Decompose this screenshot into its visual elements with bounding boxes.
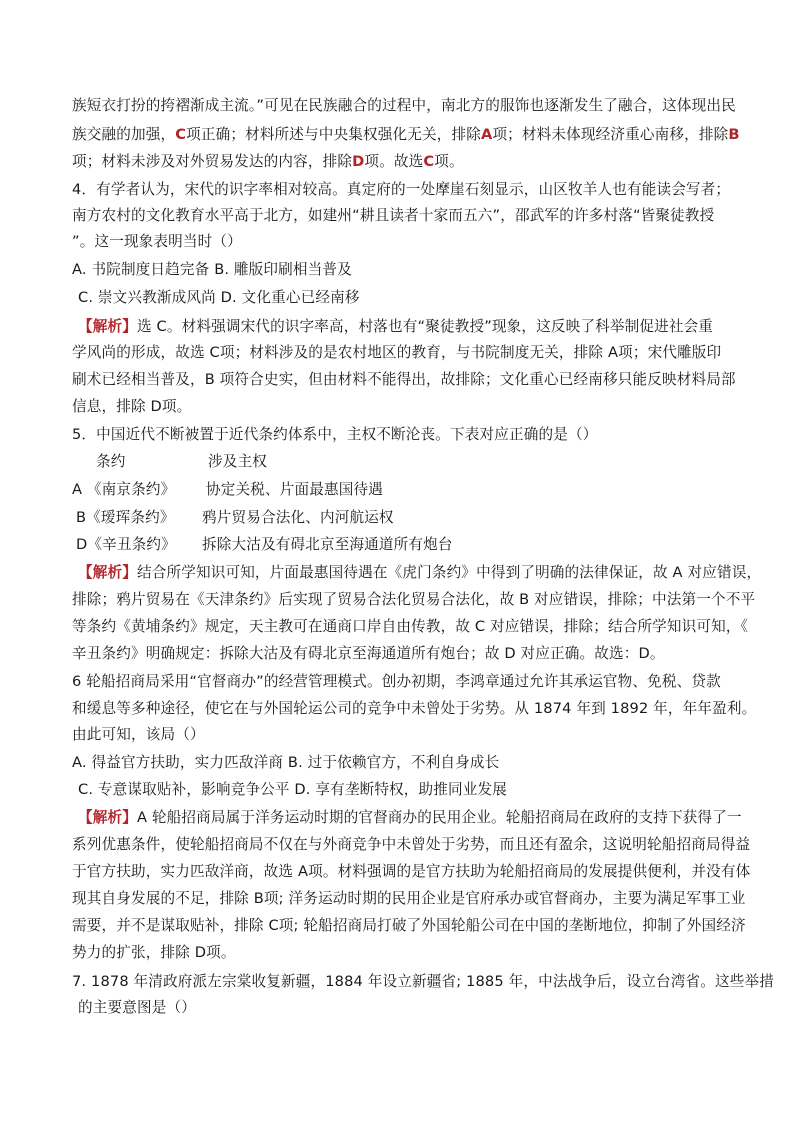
answer-letter: C (423, 153, 435, 170)
analysis-6: 势力的扩张，排除 D项。 (72, 944, 236, 961)
text-span: 项。 (434, 153, 464, 170)
text-span: 结合所学知识可知，片面最惠国待遇在《虎门条约》中得到了明确的法律保证，故 A 对应错误， (136, 564, 762, 581)
analysis-4 (78, 317, 713, 337)
question-7-stem: 的主要意图是（） (78, 999, 196, 1016)
answer-letter: D (352, 153, 365, 170)
text-line (72, 152, 464, 172)
table-cell: D《辛丑条约》 (76, 536, 176, 553)
analysis-6: 现其自身发展的不足，排除 B项; 洋务运动时期的民用企业是官府承办或官督商办，主要为满足军事工业 (72, 890, 746, 907)
analysis-6: 于官方扶助，实力匹敌洋商，故选 A项。材料强调的是官方扶助为轮船招商局的发展提供便利，并没有体 (72, 863, 751, 880)
question-4-options: A. 书院制度日趋完备 B. 雕版印刷相当普及 (72, 261, 352, 278)
question-6-options: A. 得益官方扶助，实力匹敌洋商 B. 过于依赖官方，不利自身成长 (72, 754, 500, 771)
table-cell: 协定关税、片面最惠国待遇 (206, 481, 383, 498)
text-span: 项；材料未涉及对外贸易发达的内容，排除 (72, 153, 353, 170)
analysis-6: 系列优惠条件，使轮船招商局不仅在与外商竞争中未曾处于劣势，而且还有盈余，这说明轮船招商局得益 (72, 836, 751, 853)
analysis-label: 【解析】 (78, 564, 137, 581)
text-span: A 轮船招商局属于洋务运动时期的官督商办的民用企业。轮船招商局在政府的支持下获得了一 (136, 809, 742, 826)
analysis-4: 刷术已经相当普及，B 项符合史实，但由材料不能得出，故排除；文化重心已经南移只能反映材料局部 (72, 371, 736, 388)
text-span: 项正确；材料所述与中央集权强化无关，排除 (186, 126, 481, 143)
text-line (72, 125, 740, 145)
table-cell: 鸦片贸易合法化、内河航运权 (202, 509, 394, 526)
analysis-5: 等条约《黄埔条约》规定，天主教可在通商口岸自由传教，故 C 对应错误，排除；结合所学知识可知，《 (72, 618, 749, 635)
analysis-5: 排除；鸦片贸易在《天津条约》后实现了贸易合法化贸易合法化，故 B 对应错误，排除；中法第一个不平 (72, 591, 756, 608)
text-span: 选 C。材料强调宋代的识字率高，村落也有“聚徒教授”现象，这反映了科举制促进社会重 (136, 318, 714, 335)
analysis-6 (78, 808, 742, 828)
analysis-4: 信息，排除 D项。 (72, 398, 192, 415)
table-cell: B《瑷珲条约》 (76, 509, 175, 526)
question-6-stem: 和缓息等多种途径，使它在与外国轮运公司的竞争中未曾处于劣势。从 1874 年到 1892 年，年年盈利。 (72, 700, 757, 717)
table-cell: 拆除大沽及有碍北京至海通道所有炮台 (202, 536, 453, 553)
text-span: 项；材料未体现经济重心南移，排除 (492, 126, 729, 143)
table-cell: A 《南京条约》 (72, 481, 176, 498)
answer-letter: B (728, 126, 740, 143)
question-5-stem: 5．中国近代不断被置于近代条约体系中，主权不断沦丧。下表对应正确的是（） (72, 426, 598, 443)
analysis-label: 【解析】 (78, 318, 137, 335)
text-span: 项。故选 (364, 153, 424, 170)
analysis-5 (78, 563, 761, 583)
question-6-stem: 由此可知，该局（） (72, 726, 205, 743)
text-span: 族交融的加强， (72, 126, 176, 143)
answer-letter: C (175, 126, 187, 143)
analysis-5: 辛丑条约》明确规定：拆除大沽及有碍北京至海通道所有炮台；故 D 对应正确。故选：D。 (72, 645, 665, 662)
table-header-sovereignty: 涉及主权 (208, 453, 267, 470)
analysis-4: 学风尚的形成，故选 C项；材料涉及的是农村地区的教育，与书院制度无关，排除 A项；宋代雕版印 (72, 344, 722, 361)
question-4-stem: 4．有学者认为，宋代的识字率相对较高。真定府的一处摩崖石刻显示，山区牧羊人也有能读会写者； (72, 181, 731, 198)
question-7-stem: 7. 1878 年清政府派左宗棠收复新疆，1884 年设立新疆省; 1885 年，中法战争后，设立台湾省。这些举措 (72, 973, 774, 990)
analysis-6: 需要，并不是谋取贴补，排除 C项; 轮船招商局打破了外国轮船公司在中国的垄断地位，抑制了外国经济 (72, 917, 746, 934)
question-4-stem: 南方农村的文化教育水平高于北方，如建州“耕且读者十家而五六”，邵武军的许多村落“皆聚徒教授 (72, 207, 715, 224)
question-4-stem: ”。这一现象表明当时（） (72, 233, 242, 250)
analysis-label: 【解析】 (78, 809, 137, 826)
question-6-stem: 6 轮船招商局采用“官督商办”的经营管理模式。创办初期，李鸿章通过允许其承运官物、免税、贷款 (72, 673, 721, 690)
text-line: 族短衣打扮的挎褶渐成主流。”可见在民族融合的过程中，南北方的服饰也逐渐发生了融合，这体现出民 (72, 97, 736, 114)
question-4-options: C. 崇文兴教渐成风尚 D. 文化重心已经南移 (78, 289, 360, 306)
answer-letter: A (480, 126, 493, 143)
table-header-treaty: 条约 (96, 453, 126, 470)
question-6-options: C. 专意谋取贴补，影响竞争公平 D. 享有垄断特权，助推同业发展 (78, 781, 508, 798)
